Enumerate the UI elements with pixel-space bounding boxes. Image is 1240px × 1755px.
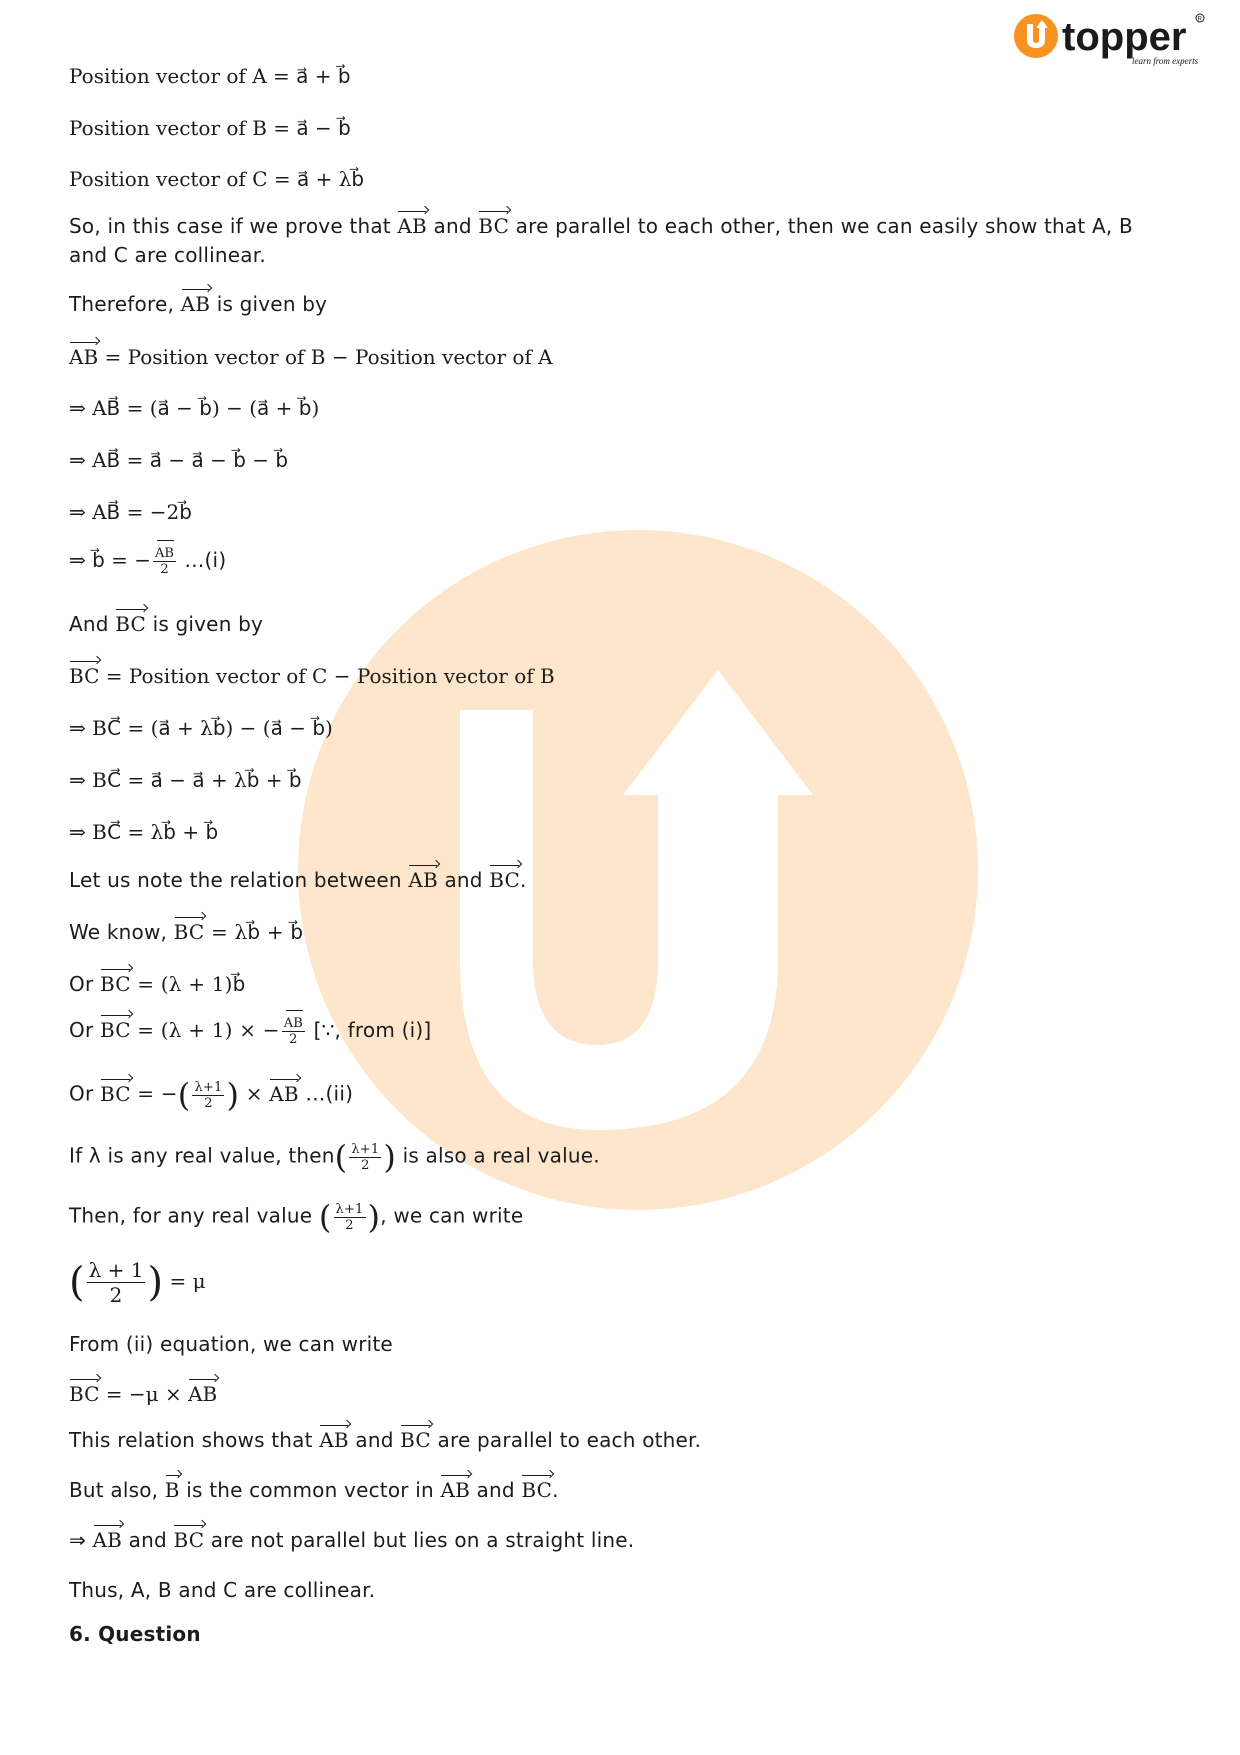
brand-name: topper: [1062, 15, 1187, 59]
intro-paragraph: So, in this case if we prove that AB and BC are parallel to each other, then we can easily show that A, B and C are collinear.: [69, 214, 1133, 267]
or-line-1: Or BC = (λ + 1)b⃗: [69, 972, 246, 996]
from-ii-line: From (ii) equation, we can write: [69, 1332, 393, 1356]
bc-step-1: ⇒ BC⃗ = (a⃗ + λb⃗) − (a⃗ − b⃗): [69, 716, 333, 740]
mu-equation: ( $\frac{\lambda + 1}{2}$ ) = μ: [69, 1258, 206, 1307]
or-line-3: Or BC = −( $\frac{\lambda+1}{2}$ ) × AB …(ii): [69, 1076, 354, 1114]
ab-step-2: ⇒ AB⃗ = a⃗ − a⃗ − b⃗ − b⃗: [69, 448, 289, 472]
ab-step-1: ⇒ AB⃗ = (a⃗ − b⃗) − (a⃗ + b⃗): [69, 396, 320, 420]
svg-text:R: R: [1197, 16, 1202, 23]
pv-b: Position vector of B = a⃗ − b⃗: [69, 116, 351, 140]
conclusion: Thus, A, B and C are collinear.: [69, 1578, 376, 1602]
pv-c: Position vector of C = a⃗ + λb⃗: [69, 167, 365, 191]
vector-bc: BC: [115, 612, 146, 636]
ab-step-3: ⇒ AB⃗ = −2b⃗: [69, 500, 192, 524]
or-line-2: Or BC = (λ + 1) × − $\frac{AB}{2}$ [∵, from (i)]: [69, 1016, 432, 1047]
relation-line: This relation shows that AB and BC are parallel to each other.: [69, 1428, 702, 1452]
but-also-line: But also, B is the common vector in AB and BC.: [69, 1478, 559, 1502]
we-know-line: We know, BC = λb⃗ + b⃗: [69, 920, 304, 944]
bc-step-2: ⇒ BC⃗ = a⃗ − a⃗ + λb⃗ + b⃗: [69, 768, 302, 792]
pv-a: Position vector of A = a⃗ + b⃗: [69, 64, 351, 88]
bc-step-3: ⇒ BC⃗ = λb⃗ + b⃗: [69, 820, 219, 844]
bc-mu-equation: BC = −μ × AB: [69, 1382, 218, 1406]
ab-definition: AB = Position vector of B − Position vector of A: [69, 345, 553, 369]
vector-bc: BC: [478, 214, 510, 238]
bc-definition: BC = Position vector of C − Position vector of B: [69, 664, 555, 688]
note-relation: Let us note the relation between AB and BC.: [69, 868, 527, 892]
brand-tagline: learn from experts: [1132, 56, 1199, 66]
then-line: Then, for any real value ( $\frac{\lambda+1}{2}$ ), we can write: [69, 1198, 524, 1236]
not-parallel-line: ⇒ AB and BC are not parallel but lies on a straight line.: [69, 1528, 635, 1552]
vector-ab: AB: [397, 214, 427, 238]
question-heading: 6. Question: [69, 1622, 201, 1646]
if-lambda-line: If λ is any real value, then( $\frac{\lambda+1}{2}$ ) is also a real value.: [69, 1138, 600, 1176]
therefore-line: Therefore, AB is given by: [69, 292, 328, 316]
vector-ab: AB: [180, 292, 211, 316]
and-bc-line: And BC is given by: [69, 612, 264, 636]
topper-logo: [1012, 6, 1212, 72]
ab-step-4: ⇒ b⃗ = − $\frac{AB}{2}$ …(i): [69, 546, 227, 577]
